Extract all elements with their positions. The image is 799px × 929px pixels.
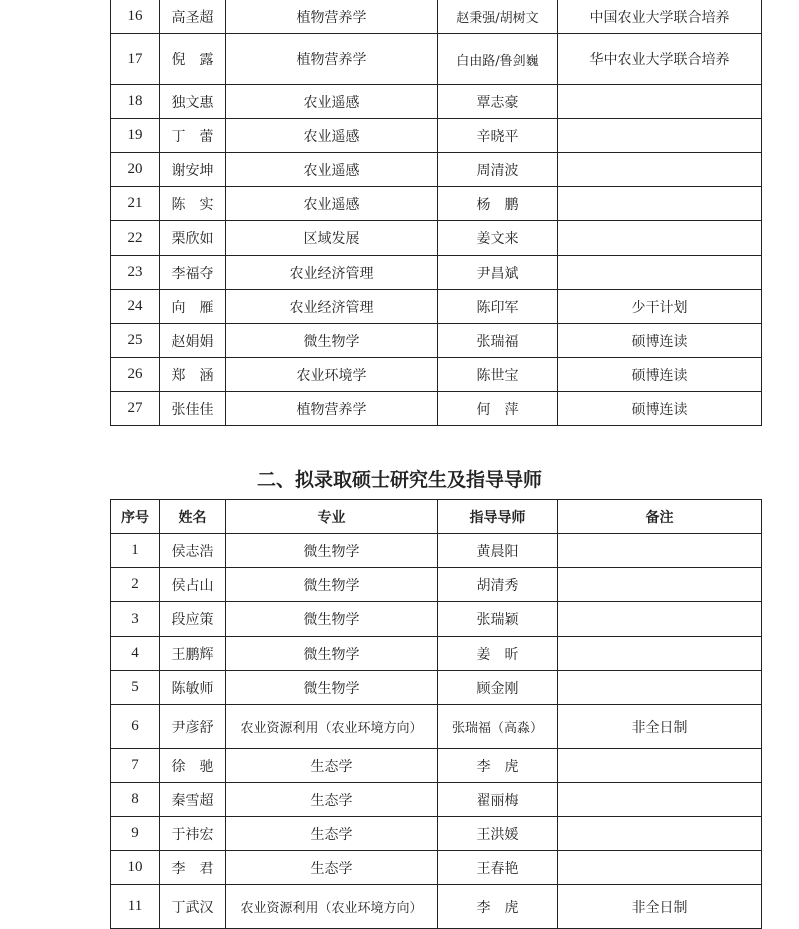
- row-number: 9: [111, 817, 160, 851]
- major: 生态学: [226, 749, 438, 783]
- table-row: [111, 256, 762, 290]
- major: 微生物学: [226, 602, 438, 637]
- note: [558, 851, 762, 885]
- major: 农业遥感: [226, 187, 438, 221]
- row-number: 23: [111, 256, 160, 290]
- row-number: 10: [111, 851, 160, 885]
- note: [558, 119, 762, 153]
- row-number: 20: [111, 153, 160, 187]
- advisor: 张瑞福（高淼）: [438, 705, 558, 749]
- advisor: 姜文来: [438, 221, 558, 256]
- note: 硕博连读: [558, 324, 762, 358]
- table-row: [111, 0, 762, 34]
- advisor: 李 虎: [438, 885, 558, 929]
- note: 硕博连读: [558, 358, 762, 392]
- major: 植物营养学: [226, 392, 438, 426]
- table-row: [111, 568, 762, 602]
- student-name: 张佳佳: [160, 392, 226, 426]
- student-name: 陈敏师: [160, 671, 226, 705]
- row-number: 2: [111, 568, 160, 602]
- advisor: 何 萍: [438, 392, 558, 426]
- major: 植物营养学: [226, 0, 438, 34]
- row-number: 5: [111, 671, 160, 705]
- note: 硕博连读: [558, 392, 762, 426]
- header-no: 序号: [111, 500, 160, 534]
- advisor: 尹昌斌: [438, 256, 558, 290]
- advisor: 翟丽梅: [438, 783, 558, 817]
- note: [558, 221, 762, 256]
- advisor: 张瑞福: [438, 324, 558, 358]
- student-name: 高圣超: [160, 0, 226, 34]
- table-row: [111, 705, 762, 749]
- note: 少干计划: [558, 290, 762, 324]
- student-name: 秦雪超: [160, 783, 226, 817]
- advisor: 杨 鹏: [438, 187, 558, 221]
- header-note: 备注: [558, 500, 762, 534]
- table-row: [111, 187, 762, 221]
- header-name: 姓名: [160, 500, 226, 534]
- advisor: 李 虎: [438, 749, 558, 783]
- student-name: 徐 驰: [160, 749, 226, 783]
- table-row: [111, 358, 762, 392]
- table-row: [111, 153, 762, 187]
- major: 区域发展: [226, 221, 438, 256]
- table-header-row: [111, 500, 762, 534]
- major: 农业资源利用（农业环境方向）: [226, 705, 438, 749]
- table-row: [111, 324, 762, 358]
- note: [558, 534, 762, 568]
- row-number: 26: [111, 358, 160, 392]
- student-name: 丁 蕾: [160, 119, 226, 153]
- row-number: 7: [111, 749, 160, 783]
- student-name: 谢安坤: [160, 153, 226, 187]
- major: 微生物学: [226, 568, 438, 602]
- note: 中国农业大学联合培养: [558, 0, 762, 34]
- note: [558, 637, 762, 671]
- student-name: 侯占山: [160, 568, 226, 602]
- major: 微生物学: [226, 534, 438, 568]
- student-name: 赵娟娟: [160, 324, 226, 358]
- note: [558, 187, 762, 221]
- major: 微生物学: [226, 324, 438, 358]
- table1-body: [111, 0, 762, 426]
- advisor: 王洪媛: [438, 817, 558, 851]
- student-name: 栗欣如: [160, 221, 226, 256]
- note: [558, 602, 762, 637]
- advisor: 黄晨阳: [438, 534, 558, 568]
- advisor: 周清波: [438, 153, 558, 187]
- advisor: 姜 昕: [438, 637, 558, 671]
- note: 非全日制: [558, 885, 762, 929]
- student-name: 向 雁: [160, 290, 226, 324]
- note: [558, 749, 762, 783]
- advisor: 张瑞颖: [438, 602, 558, 637]
- table-row: [111, 817, 762, 851]
- student-name: 尹彦舒: [160, 705, 226, 749]
- header-major: 专业: [226, 500, 438, 534]
- student-name: 独文惠: [160, 85, 226, 119]
- advisor: 赵秉强/胡树文: [438, 0, 558, 34]
- note: [558, 817, 762, 851]
- row-number: 22: [111, 221, 160, 256]
- row-number: 25: [111, 324, 160, 358]
- table-row: [111, 671, 762, 705]
- phd-admission-table-continued: [110, 0, 762, 426]
- major: 农业资源利用（农业环境方向）: [226, 885, 438, 929]
- major: 农业遥感: [226, 153, 438, 187]
- major: 生态学: [226, 783, 438, 817]
- row-number: 21: [111, 187, 160, 221]
- table-row: [111, 637, 762, 671]
- major: 农业经济管理: [226, 256, 438, 290]
- student-name: 侯志浩: [160, 534, 226, 568]
- note: [558, 568, 762, 602]
- row-number: 24: [111, 290, 160, 324]
- note: [558, 256, 762, 290]
- table2-body: [111, 534, 762, 929]
- advisor: 覃志豪: [438, 85, 558, 119]
- row-number: 6: [111, 705, 160, 749]
- table-row: [111, 221, 762, 256]
- student-name: 王鹏辉: [160, 637, 226, 671]
- major: 农业遥感: [226, 119, 438, 153]
- table-row: [111, 290, 762, 324]
- major: 农业经济管理: [226, 290, 438, 324]
- advisor: 白由路/鲁剑巍: [438, 34, 558, 85]
- major: 农业遥感: [226, 85, 438, 119]
- student-name: 段应策: [160, 602, 226, 637]
- row-number: 1: [111, 534, 160, 568]
- row-number: 19: [111, 119, 160, 153]
- table-row: [111, 885, 762, 929]
- advisor: 陈世宝: [438, 358, 558, 392]
- major: 微生物学: [226, 671, 438, 705]
- note: 非全日制: [558, 705, 762, 749]
- note: 华中农业大学联合培养: [558, 34, 762, 85]
- student-name: 于祎宏: [160, 817, 226, 851]
- advisor: 胡清秀: [438, 568, 558, 602]
- table-row: [111, 783, 762, 817]
- row-number: 18: [111, 85, 160, 119]
- student-name: 倪 露: [160, 34, 226, 85]
- row-number: 8: [111, 783, 160, 817]
- header-advisor: 指导导师: [438, 500, 558, 534]
- major: 农业环境学: [226, 358, 438, 392]
- note: [558, 783, 762, 817]
- table-row: [111, 749, 762, 783]
- masters-admission-table: [110, 499, 762, 929]
- row-number: 27: [111, 392, 160, 426]
- major: 微生物学: [226, 637, 438, 671]
- row-number: 17: [111, 34, 160, 85]
- row-number: 11: [111, 885, 160, 929]
- note: [558, 153, 762, 187]
- advisor: 陈印军: [438, 290, 558, 324]
- row-number: 3: [111, 602, 160, 637]
- advisor: 王春艳: [438, 851, 558, 885]
- student-name: 李福夺: [160, 256, 226, 290]
- table-row: [111, 851, 762, 885]
- table-row: [111, 392, 762, 426]
- table-row: [111, 119, 762, 153]
- advisor: 顾金刚: [438, 671, 558, 705]
- note: [558, 671, 762, 705]
- table-row: [111, 34, 762, 85]
- student-name: 李 君: [160, 851, 226, 885]
- major: 生态学: [226, 817, 438, 851]
- section-title: 二、拟录取硕士研究生及指导导师: [256, 469, 542, 491]
- student-name: 郑 涵: [160, 358, 226, 392]
- row-number: 16: [111, 0, 160, 34]
- row-number: 4: [111, 637, 160, 671]
- table-row: [111, 85, 762, 119]
- student-name: 丁武汉: [160, 885, 226, 929]
- major: 植物营养学: [226, 34, 438, 85]
- advisor: 辛晓平: [438, 119, 558, 153]
- table-row: [111, 602, 762, 637]
- student-name: 陈 实: [160, 187, 226, 221]
- note: [558, 85, 762, 119]
- table-row: [111, 534, 762, 568]
- major: 生态学: [226, 851, 438, 885]
